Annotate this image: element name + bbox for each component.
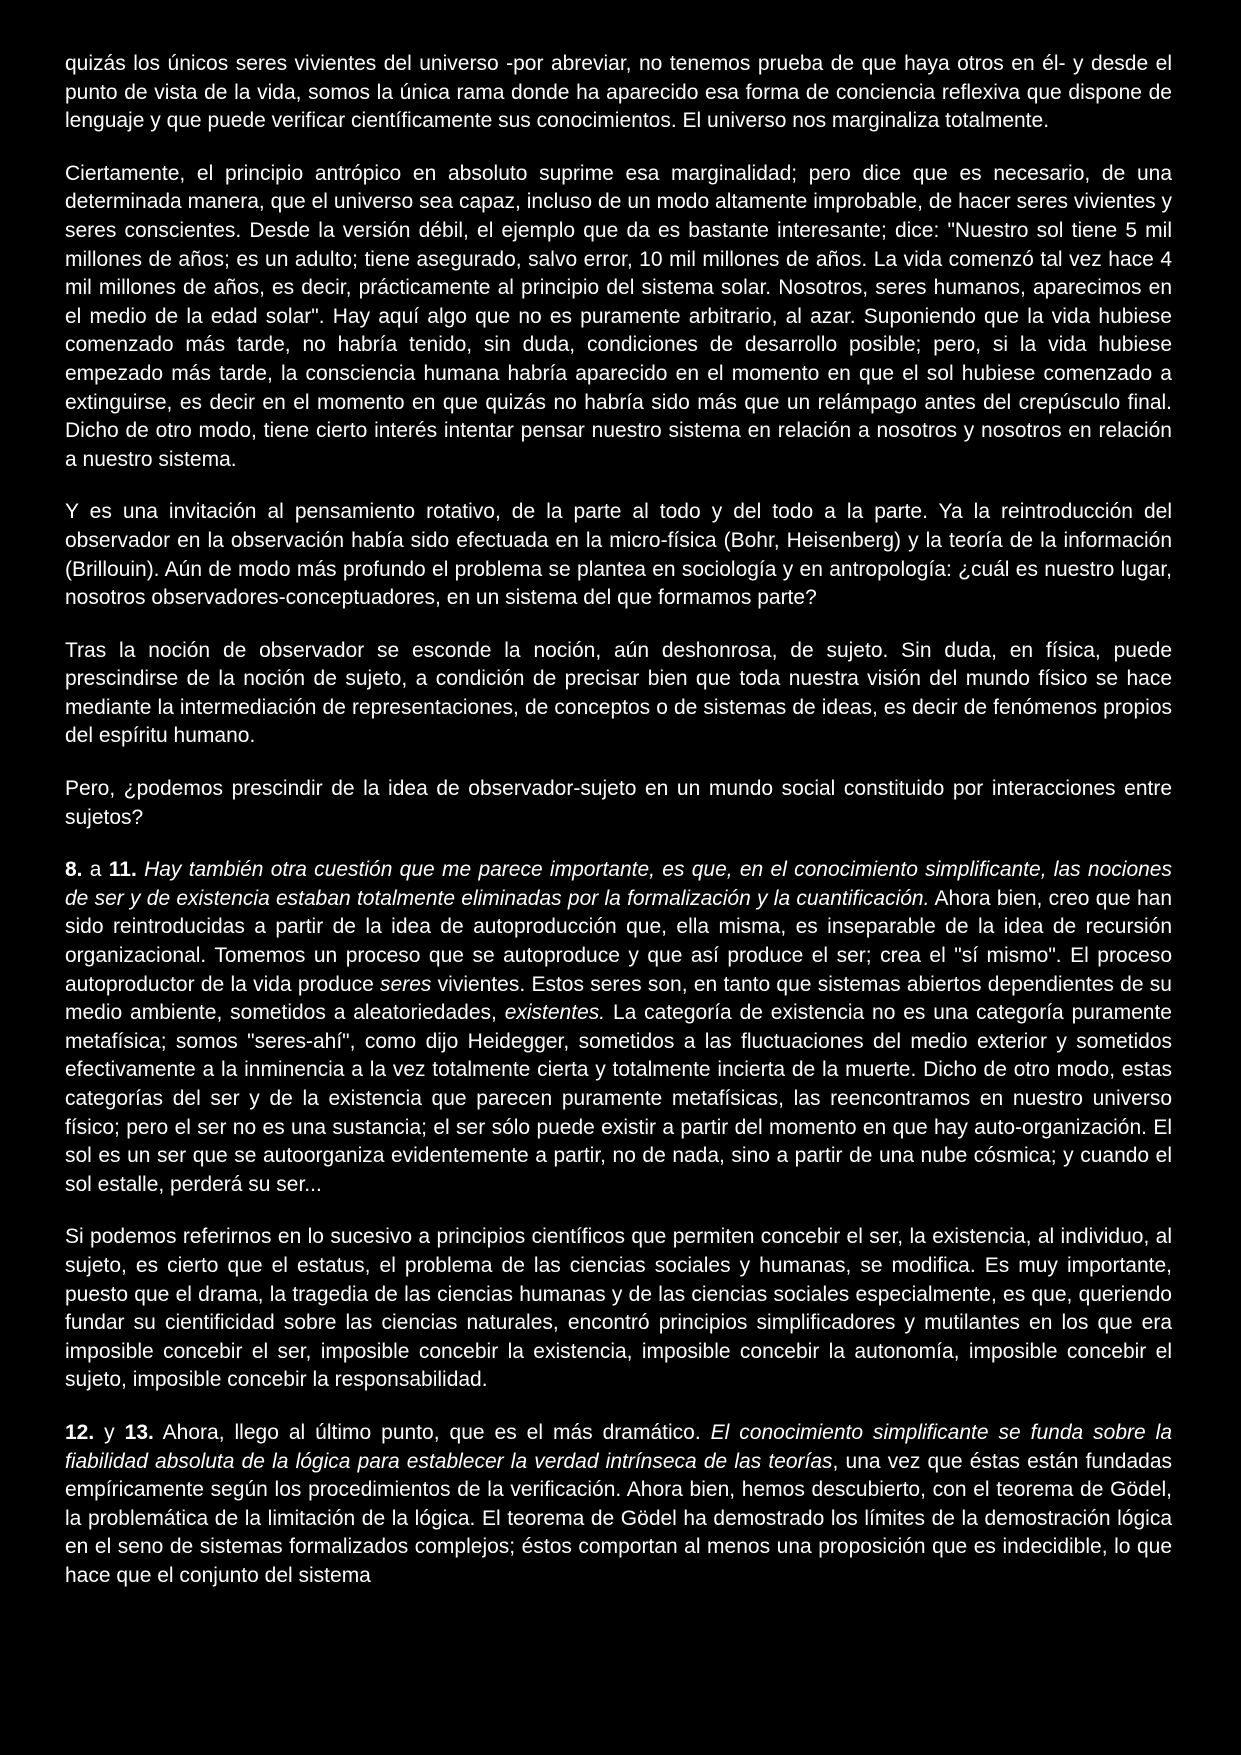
paragraph-6-text-c: La categoría de existencia no es una categoría puramente metafísica; somos "seres-ahí", como dijo Heidegger, sometidos a las fluctuaciones del medio exterior y sometidos efectivamente a la inminencia a la vez totalmente cierta y totalmente incierta de la muerte. Dicho de otro modo, estas categorías del ser y de la existencia que parecen puramente metafísicas, las reencontramos en nuestro universo físico; pero el ser no es una sustancia; el ser sólo puede existir a partir del momento en que hay auto-organización. El sol es un ser que se autoorganiza evidentemente a partir, no de nada, sino a partir de una nube cósmica; y cuando el sol estalle, perderá su ser... xyxy=(65,1001,1172,1196)
paragraph-6-text-b: vivientes. Estos seres son, en tanto que sistemas abiertos dependientes de su medio ambiente, sometidos a aleatoriedades, xyxy=(65,972,1172,1025)
paragraph-8-text-a: Ahora, llego al último punto, que es el más dramático. xyxy=(153,1420,711,1444)
section-number-end: 11. xyxy=(108,858,137,882)
paragraph-8 xyxy=(65,1419,1172,1591)
paragraph-6-text-a: Ahora bien, creo que han sido reintroducidas a partir de la idea de autoproducción que, ella misma, es inseparable de la idea de recursión organizacional. Tomemos un proceso que se autoproduce y que así produce el ser; crea el "sí mismo". El proceso autoproductor de la vida produce xyxy=(65,886,1173,996)
paragraph-7: Si podemos referirnos en lo sucesivo a principios científicos que permiten concebir el ser, la existencia, al individuo, al sujeto, es cierto que el estatus, el problema de las ciencias sociales y humanas, se modifica. Es muy importante, puesto que el drama, la tragedia de las ciencias humanas y de las ciencias sociales especialmente, es que, queriendo fundar su cientificidad sobre las ciencias naturales, encontró principios simplificadores y mutilantes en los que era imposible concebir el ser, imposible concebir la existencia, imposible concebir la autonomía, imposible concebir el sujeto, imposible concebir la responsabilidad. xyxy=(65,1225,1172,1392)
section-connector: a xyxy=(82,858,109,882)
paragraph-1: quizás los únicos seres vivientes del universo -por abreviar, no tenemos prueba de que haya otros en él- y desde el punto de vista de la vida, somos la única rama donde ha aparecido esa forma de conciencia reflexiva que dispone de lenguaje y que puede verificar científicamente sus conocimientos. El universo nos marginaliza totalmente. xyxy=(65,52,1172,133)
italic-intro: Hay también otra cuestión que me parece importante, es que, en el conocimiento simplificante, las nociones de ser y de existencia estaban totalmente eliminadas por la formalización y la cuantificación. xyxy=(65,858,1172,910)
paragraph-6 xyxy=(65,856,1172,1199)
section-number-start: 8. xyxy=(65,858,83,882)
section-number-start: 12. xyxy=(65,1420,95,1444)
paragraph-8-text-b: , una vez que éstas están fundadas empíricamente según los procedimientos de la verificación. Ahora bien, hemos descubierto, con el teorema de Gödel, la problemática de la limitación de la lógica. El teorema de Gödel ha demostrado los límites de la demostración lógica en el seno de sistemas formalizados complejos; éstos comportan al menos una proposición que es indecidible, lo que hace que el conjunto del sistema xyxy=(65,1449,1172,1587)
section-number-end: 13. xyxy=(124,1420,154,1444)
italic-logic-claim: El conocimiento simplificante se funda sobre la fiabilidad absoluta de la lógica para establecer la verdad intrínseca de las teorías xyxy=(65,1420,1173,1473)
paragraph-4: Tras la noción de observador se esconde la noción, aún deshonrosa, de sujeto. Sin duda, en física, puede prescindirse de la noción de sujeto, a condición de precisar bien que toda nuestra visión del mundo físico se hace mediante la intermediación de representaciones, de conceptos o de sistemas de ideas, es decir de fenómenos propios del espíritu humano. xyxy=(65,638,1172,748)
paragraph-2: Ciertamente, el principio antrópico en absoluto suprime esa marginalidad; pero dice que es necesario, de una determinada manera, que el universo sea capaz, incluso de un modo altamente improbable, de hacer seres vivientes y seres conscientes. Desde la versión débil, el ejemplo que da es bastante interesante; dice: "Nuestro sol tiene 5 mil millones de años; es un adulto; tiene asegurado, salvo error, 10 mil millones de años. La vida comenzó tal vez hace 4 mil millones de años, es decir, prácticamente al principio del sistema solar. Nosotros, seres humanos, aparecimos en el medio de la edad solar". Hay aquí algo que no es puramente arbitrario, al azar. Suponiendo que la vida hubiese comenzado más tarde, no habría tenido, sin duda, condiciones de desarrollo posible; pero, si la vida hubiese empezado más tarde, la consciencia humana habría aparecido en el momento en que el sol hubiese comenzado a extinguirse, es decir en el momento en que quizás no habría sido más que un relámpago antes del crepúsculo final. Dicho de otro modo, tiene cierto interés intentar pensar nuestro sistema en relación a nosotros y nosotros en relación a nuestro sistema. xyxy=(65,161,1172,471)
paragraph-5: Pero, ¿podemos prescindir de la idea de observador-sujeto en un mundo social constituido por interacciones entre sujetos? xyxy=(65,777,1172,829)
italic-seres: seres xyxy=(380,972,432,996)
section-connector: y xyxy=(94,1420,125,1444)
paragraph-3: Y es una invitación al pensamiento rotativo, de la parte al todo y del todo a la parte. Ya la reintroducción del observador en la observación había sido efectuada en la micro-física (Bohr, Heisenberg) y la teoría de la información (Brillouin). Aún de modo más profundo el problema se plantea en sociología y en antropología: ¿cuál es nuestro lugar, nosotros observadores-conceptuadores, en un sistema del que formamos parte? xyxy=(65,500,1172,610)
document-page xyxy=(65,50,1172,1615)
italic-existentes: existentes. xyxy=(504,1001,606,1025)
